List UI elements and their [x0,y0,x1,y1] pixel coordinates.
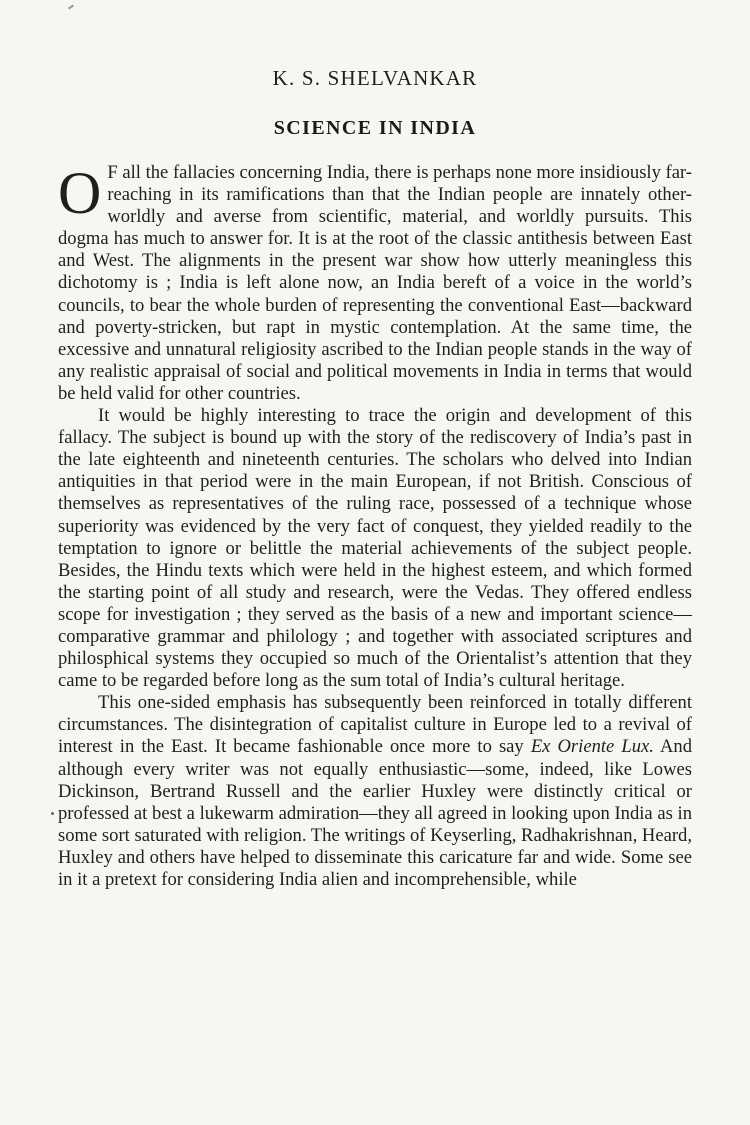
article-body [58,162,692,891]
margin-dot [51,812,54,815]
paragraph-1-text: F all the fallacies concerning India, there is perhaps none more insidiously far-reaching in its ramifications than that the Indian people are innately other-worldly and averse from scientific, material, and worldly pursuits. This dogma has much to answer for. It is at the root of the classic antithesis between East and West. The alignments in the present war show how utterly meaningless this dichotomy is ; India is left alone now, an India bereft of a voice in the world’s councils, to bear the whole burden of representing the conventional East—backward and poverty-stricken, but rapt in mystic contemplation. At the same time, the excessive and unnatural religiosity ascribed to the Indian people stands in the way of any realistic appraisal of social and political movements in India in terms that would be held valid for other countries. [58,162,692,404]
paragraph-2: It would be highly interesting to trace the origin and development of this fallacy. The subject is bound up with the story of the rediscovery of India’s past in the late eighteenth and nineteenth centuries. The scholars who delved into Indian antiquities in that period were in the main European, if not British. Conscious of themselves as representatives of the ruling race, possessed of a technique whose superiority was evidenced by the very fact of conquest, they yielded readily to the temptation to ignore or belittle the material achievements of the subject people. Besides, the Hindu texts which were held in the highest esteem, and which formed the starting point of all study and research, were the Vedas. They offered endless scope for investigation ; they served as the basis of a new and important science—comparative grammar and philology ; and together with associated scriptures and philosphical systems they occupied so much of the Orientalist’s attention that they came to be regarded before long as the sum total of India’s cultural heritage. [58,405,692,692]
page-mark [68,4,74,9]
paragraph-3-start: This one-sided emphasis has subsequently been reinforced in totally different circumstances. The disintegration of capitalist culture in Europe led to a revival of interest in the East. It became fashionable once more to say [58,692,692,758]
author-name: K. S. SHELVANKAR [272,66,478,90]
paragraph-1 [58,162,692,405]
paragraph-3-end: And although every writer was not equally enthusiastic—some, indeed, like Lowes Dickinson, Bertrand Russell and the earlier Huxley were distinctly critical or professed at best a lukewarm admiration—they all agreed in looking upon India as in some sort saturated with religion. The writings of Keyserling, Radhakrishnan, Heard, Huxley and others have helped to disseminate this caricature far and wide. Some see in it a pretext for considering India alien and incomprehensible, while [58,736,692,890]
latin-phrase: Ex Oriente Lux. [530,736,654,758]
article-title: SCIENCE IN INDIA [273,117,477,139]
drop-cap: O [58,160,102,226]
paragraph-3 [58,692,692,891]
